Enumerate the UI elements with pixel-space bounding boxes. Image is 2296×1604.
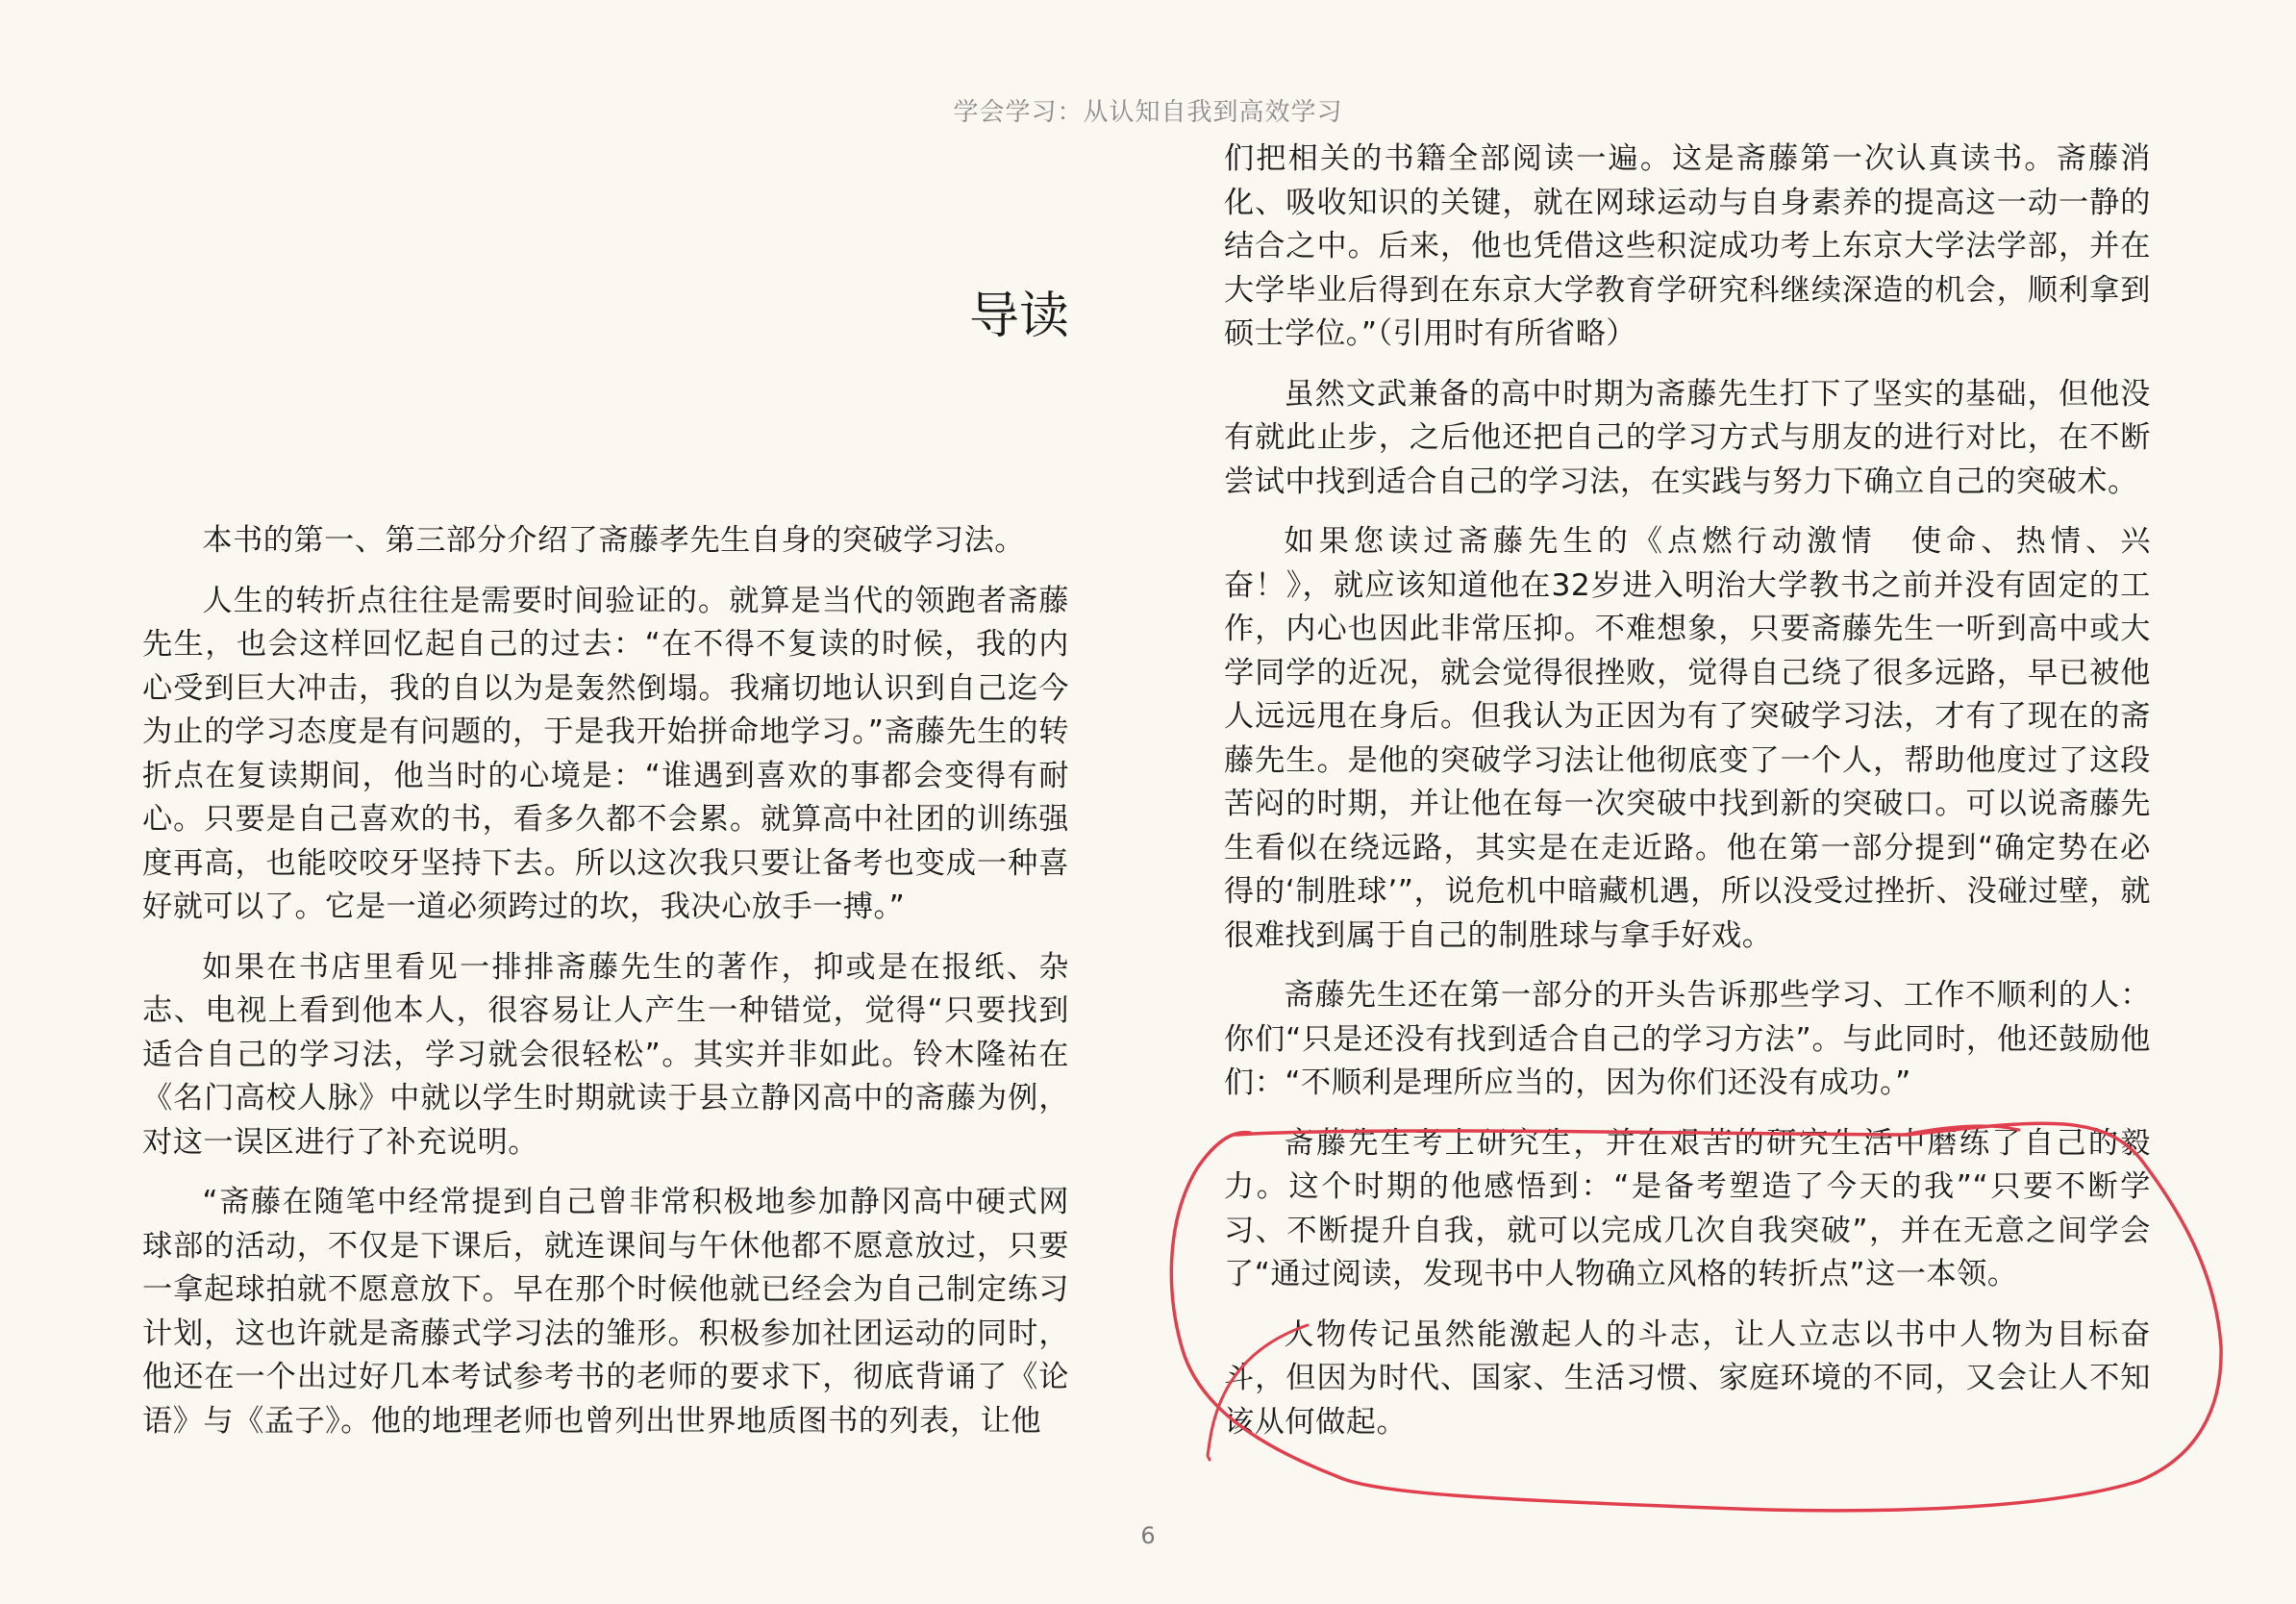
paragraph: 如果您读过斋藤先生的《点燃行动激情 使命、热情、兴奋！》，就应该知道他在32岁进入明治大学教书之前并没有固定的工作，内心也因此非常压抑。不难想象，只要斋藤先生一听到高中或大学同学的近况，就会觉得很挫败，觉得自己绕了很多远路，早已被他人远远甩在身后。但我认为正因为有了突破学习法，才有了现在的斋藤先生。是他的突破学习法让他彻底变了一个人，帮助他度过了这段苦闷的时期，并让他在每一次突破中找到新的突破口。可以说斋藤先生看似在绕远路，其实是在走近路。他在第一部分提到“确定势在必得的‘制胜球’”，说危机中暗藏机遇，所以没受过挫折、没碰过壁，就很难找到属于自己的制胜球与拿手好戏。 <box>1224 524 2151 953</box>
paragraph: 斋藤先生还在第一部分的开头告诉那些学习、工作不顺利的人：你们“只是还没有找到适合自己的学习方法”。与此同时，他还鼓励他们：“不顺利是理所应当的，因为你们还没有成功。” <box>1224 978 2151 1100</box>
chapter-title: 导读 <box>968 288 1069 345</box>
book-title-header: 学会学习：从认知自我到高效学习 <box>953 98 1343 127</box>
paragraph: 斋藤先生考上研究生，并在艰苦的研究生活中磨练了自己的毅力。这个时期的他感悟到：“是备考塑造了今天的我”“只要不断学习、不断提升自我，就可以完成几次自我突破”，并在无意之间学会了“通过阅读，发现书中人物确立风格的转折点”这一本领。 <box>1224 1125 2151 1291</box>
paragraph: 人生的转折点往往是需要时间验证的。就算是当代的领跑者斋藤先生，也会这样回忆起自己的过去：“在不得不复读的时候，我的内心受到巨大冲击，我的自以为是轰然倒塌。我痛切地认识到自己迄今为止的学习态度是有问题的，于是我开始拼命地学习。”斋藤先生的转折点在复读期间，他当时的心境是：“谁遇到喜欢的事都会变得有耐心。只要是自己喜欢的书，看多久都不会累。就算高中社团的训练强度再高，也能咬咬牙坚持下去。所以这次我只要让备考也变成一种喜好就可以了。它是一道必须跨过的坎，我决心放手一搏。” <box>142 583 1069 924</box>
left-page-body <box>142 519 1069 1460</box>
paragraph: 本书的第一、第三部分介绍了斋藤孝先生自身的突破学习法。 <box>202 523 1025 558</box>
paragraph: 们把相关的书籍全部阅读一遍。这是斋藤第一次认真读书。斋藤消化、吸收知识的关键，就在网球运动与自身素养的提高这一动一静的结合之中。后来，他也凭借这些积淀成功考上东京大学法学部，并在大学毕业后得到在东京大学教育学研究科继续深造的机会，顺利拿到硕士学位。”（引用时有所省略） <box>1224 141 2151 351</box>
paragraph: “斋藤在随笔中经常提到自己曾非常积极地参加静冈高中硬式网球部的活动，不仅是下课后，就连课间与午休他都不愿意放过，只要一拿起球拍就不愿意放下。早在那个时候他就已经会为自己制定练习计划，这也许就是斋藤式学习法的雏形。积极参加社团运动的同时，他还在一个出过好几本考试参考书的老师的要求下，彻底背诵了《论语》与《孟子》。他的地理老师也曾列出世界地质图书的列表，让他 <box>142 1185 1069 1439</box>
paragraph: 如果在书店里看见一排排斋藤先生的著作，抑或是在报纸、杂志、电视上看到他本人，很容易让人产生一种错觉，觉得“只要找到适合自己的学习法，学习就会很轻松”。其实并非如此。铃木隆祐在《名门高校人脉》中就以学生时期就读于县立静冈高中的斋藤为例，对这一误区进行了补充说明。 <box>142 949 1069 1160</box>
page-number: 6 <box>1140 1522 1156 1549</box>
paragraph: 虽然文武兼备的高中时期为斋藤先生打下了坚实的基础，但他没有就此止步，之后他还把自己的学习方式与朋友的进行对比，在不断尝试中找到适合自己的学习法，在实践与努力下确立自己的突破术。 <box>1224 376 2151 499</box>
paragraph: 人物传记虽然能激起人的斗志，让人立志以书中人物为目标奋斗，但因为时代、国家、生活习惯、家庭环境的不同，又会让人不知该从何做起。 <box>1224 1316 2151 1440</box>
right-page-body <box>1224 138 2151 1461</box>
